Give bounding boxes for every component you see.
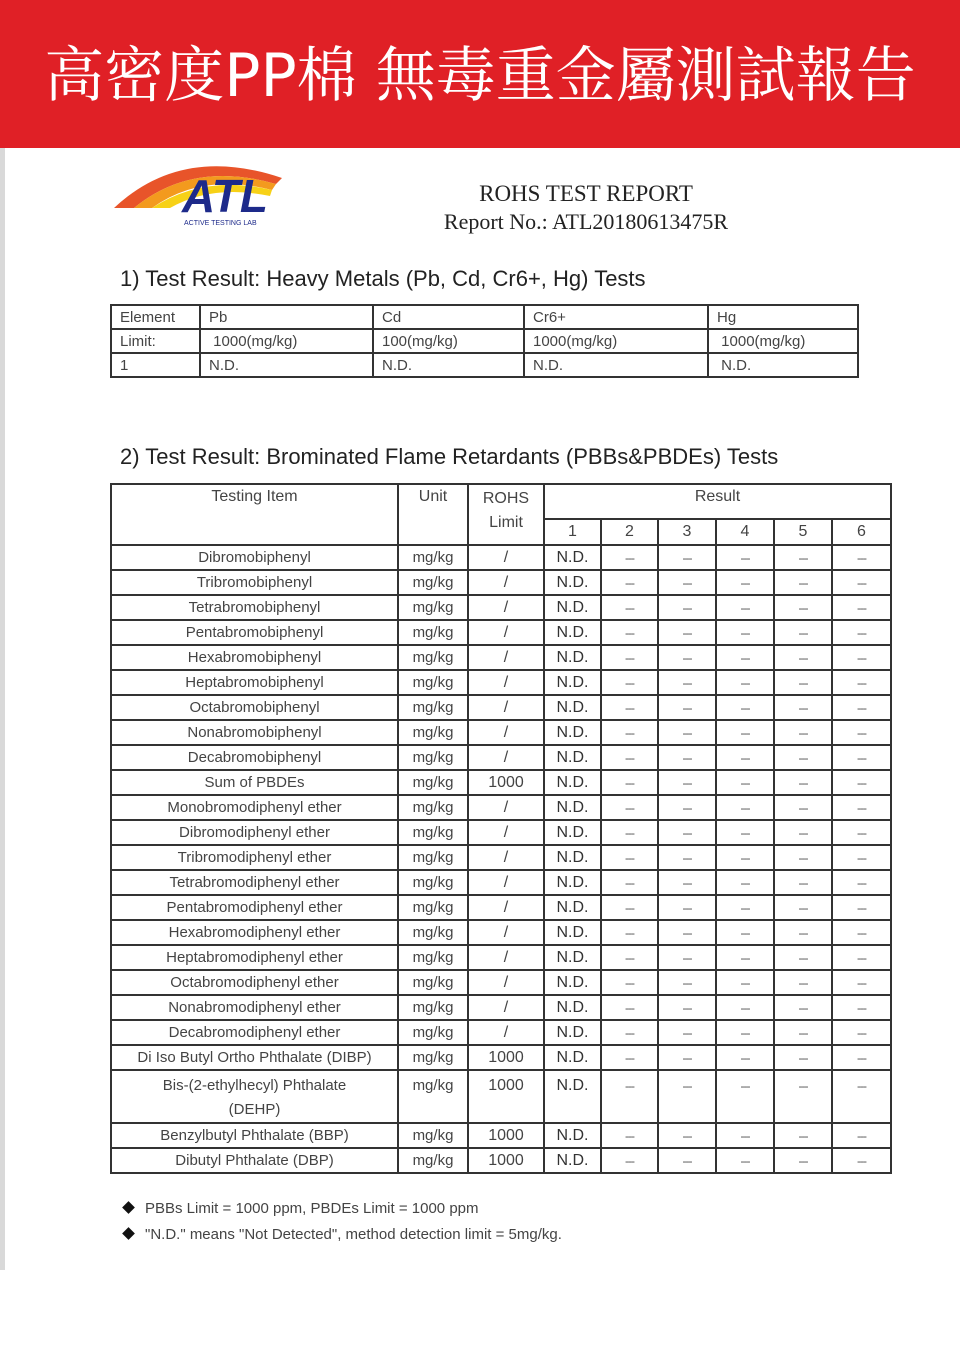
result-cell: ---	[658, 1148, 716, 1173]
result-cell: ---	[601, 545, 658, 570]
result-cell: ---	[601, 645, 658, 670]
result-cell: ---	[601, 695, 658, 720]
result-cell: N.D.	[544, 545, 601, 570]
result-cell: N.D.	[544, 895, 601, 920]
result-cell: ---	[658, 795, 716, 820]
testing-item-cell: Decabromodiphenyl ether	[111, 1020, 398, 1045]
testing-item-cell: Pentabromobiphenyl	[111, 620, 398, 645]
result-cell: ---	[658, 820, 716, 845]
result-cell: ---	[774, 1020, 832, 1045]
result-cell: ---	[658, 695, 716, 720]
result-cell: ---	[658, 1123, 716, 1148]
unit-cell: mg/kg	[398, 920, 468, 945]
result-cell: ---	[658, 620, 716, 645]
result-cell: N.D.	[544, 995, 601, 1020]
testing-item-line: (DEHP)	[228, 1101, 281, 1118]
result-cell: ---	[716, 620, 774, 645]
result-cell: ---	[716, 645, 774, 670]
result-cell: ---	[774, 695, 832, 720]
testing-item-cell	[111, 1070, 398, 1123]
rohs-limit-cell: /	[468, 545, 544, 570]
result-cell: ---	[716, 1070, 774, 1123]
result-cell: ---	[658, 845, 716, 870]
result-cell: ---	[716, 720, 774, 745]
result-cell: ---	[832, 745, 891, 770]
testing-item-cell: Hexabromodiphenyl ether	[111, 920, 398, 945]
table-row	[111, 1045, 891, 1070]
result-cell: ---	[601, 895, 658, 920]
header-result-col: 1	[544, 519, 601, 545]
unit-cell: mg/kg	[398, 570, 468, 595]
notes	[120, 1197, 562, 1249]
result-cell: ---	[658, 595, 716, 620]
result-cell: ---	[832, 570, 891, 595]
testing-item-cell: Octabromobiphenyl	[111, 695, 398, 720]
header-result-col: 4	[716, 519, 774, 545]
metal-cell: Pb	[200, 305, 373, 329]
result-cell: ---	[832, 970, 891, 995]
flame-retardants-table	[110, 483, 892, 1174]
result-cell: ---	[716, 995, 774, 1020]
result-cell: N.D.	[544, 1070, 601, 1123]
result-cell: ---	[601, 770, 658, 795]
rohs-limit-cell: /	[468, 670, 544, 695]
result-cell: ---	[658, 745, 716, 770]
unit-cell: mg/kg	[398, 870, 468, 895]
table-row	[111, 795, 891, 820]
banner-title: 高密度PP棉 無毒重金屬測試報告	[44, 41, 916, 111]
table-row	[111, 945, 891, 970]
testing-item-cell: Nonabromobiphenyl	[111, 720, 398, 745]
result-cell: N.D.	[544, 1045, 601, 1070]
result-cell: ---	[601, 570, 658, 595]
header-rohs-limit-line1: ROHS	[482, 490, 530, 507]
result-cell: ---	[658, 570, 716, 595]
note-item	[120, 1197, 562, 1223]
metal-cell: 1000(mg/kg)	[708, 329, 858, 353]
result-cell: ---	[716, 1123, 774, 1148]
testing-item-cell: Octabromodiphenyl ether	[111, 970, 398, 995]
result-cell: ---	[716, 545, 774, 570]
unit-cell: mg/kg	[398, 745, 468, 770]
unit-cell: mg/kg	[398, 645, 468, 670]
result-cell: ---	[832, 1123, 891, 1148]
rohs-limit-cell: /	[468, 745, 544, 770]
result-cell: N.D.	[544, 820, 601, 845]
result-cell: ---	[774, 895, 832, 920]
table-row	[111, 920, 891, 945]
header-unit: Unit	[398, 484, 468, 545]
table-row	[111, 353, 858, 377]
result-cell: ---	[832, 670, 891, 695]
header-result-col: 5	[774, 519, 832, 545]
result-cell: ---	[716, 595, 774, 620]
unit-cell: mg/kg	[398, 720, 468, 745]
result-cell: N.D.	[544, 920, 601, 945]
result-cell: ---	[601, 1148, 658, 1173]
unit-cell: mg/kg	[398, 845, 468, 870]
testing-item-cell: Hexabromobiphenyl	[111, 645, 398, 670]
table-row	[111, 1123, 891, 1148]
rohs-limit-cell: /	[468, 695, 544, 720]
metal-cell: 1000(mg/kg)	[524, 329, 708, 353]
result-cell: ---	[716, 870, 774, 895]
result-cell: ---	[832, 1148, 891, 1173]
result-cell: ---	[832, 820, 891, 845]
result-cell: ---	[774, 995, 832, 1020]
header-result: Result	[544, 484, 891, 519]
result-cell: ---	[658, 920, 716, 945]
result-cell: ---	[716, 745, 774, 770]
metal-cell: 100(mg/kg)	[373, 329, 524, 353]
result-cell: ---	[774, 920, 832, 945]
rohs-limit-cell: 1000	[468, 1045, 544, 1070]
result-cell: ---	[658, 770, 716, 795]
header-result-col: 3	[658, 519, 716, 545]
result-cell: N.D.	[544, 845, 601, 870]
result-cell: N.D.	[544, 745, 601, 770]
result-cell: ---	[774, 945, 832, 970]
note-item	[120, 1223, 562, 1249]
result-cell: ---	[716, 670, 774, 695]
result-cell: ---	[601, 1123, 658, 1148]
result-cell: ---	[716, 1020, 774, 1045]
result-cell: ---	[774, 770, 832, 795]
metal-cell: N.D.	[708, 353, 858, 377]
testing-item-cell: Tetrabromodiphenyl ether	[111, 870, 398, 895]
header-rohs-limit	[468, 484, 544, 545]
result-cell: ---	[832, 845, 891, 870]
result-cell: ---	[658, 1045, 716, 1070]
unit-cell: mg/kg	[398, 1045, 468, 1070]
result-cell: ---	[832, 720, 891, 745]
result-cell: ---	[832, 695, 891, 720]
rohs-limit-cell: /	[468, 870, 544, 895]
result-cell: ---	[832, 1070, 891, 1123]
rohs-limit-cell: /	[468, 945, 544, 970]
testing-item-cell: Di Iso Butyl Ortho Phthalate (DIBP)	[111, 1045, 398, 1070]
result-cell: N.D.	[544, 720, 601, 745]
testing-item-cell: Dibromobiphenyl	[111, 545, 398, 570]
result-cell: ---	[601, 720, 658, 745]
metal-cell: Cd	[373, 305, 524, 329]
table-row	[111, 745, 891, 770]
rohs-limit-cell: /	[468, 820, 544, 845]
report-header	[400, 180, 772, 236]
rohs-limit-cell: /	[468, 845, 544, 870]
heavy-metals-table	[110, 304, 859, 378]
rohs-limit-cell: /	[468, 720, 544, 745]
result-cell: N.D.	[544, 1148, 601, 1173]
rohs-limit-cell: /	[468, 970, 544, 995]
row-label-cell: 1	[111, 353, 200, 377]
rohs-limit-cell: /	[468, 795, 544, 820]
result-cell: ---	[774, 820, 832, 845]
result-cell: ---	[658, 895, 716, 920]
result-cell: ---	[774, 1148, 832, 1173]
result-cell: ---	[716, 920, 774, 945]
table-row	[111, 820, 891, 845]
rohs-limit-cell: /	[468, 620, 544, 645]
table-row	[111, 720, 891, 745]
logo-text: ATL	[182, 170, 269, 222]
result-cell: ---	[774, 620, 832, 645]
result-cell: ---	[658, 720, 716, 745]
row-label-cell: Element	[111, 305, 200, 329]
result-cell: ---	[601, 795, 658, 820]
result-cell: N.D.	[544, 870, 601, 895]
rohs-limit-cell: 1000	[468, 1148, 544, 1173]
diamond-bullet-icon	[122, 1227, 135, 1240]
note-text: "N.D." means "Not Detected", method detection limit = 5mg/kg.	[145, 1226, 562, 1243]
atl-logo-icon	[112, 150, 292, 230]
result-cell: N.D.	[544, 970, 601, 995]
rohs-limit-cell: /	[468, 570, 544, 595]
header-testing-item: Testing Item	[111, 484, 398, 545]
result-cell: ---	[658, 870, 716, 895]
table-row	[111, 895, 891, 920]
table-header-row	[111, 484, 891, 519]
diamond-bullet-icon	[122, 1201, 135, 1214]
result-cell: ---	[832, 795, 891, 820]
rohs-limit-cell: /	[468, 595, 544, 620]
result-cell: ---	[774, 745, 832, 770]
unit-cell: mg/kg	[398, 670, 468, 695]
result-cell: ---	[601, 845, 658, 870]
metal-cell: N.D.	[524, 353, 708, 377]
result-cell: ---	[832, 595, 891, 620]
rohs-limit-cell: /	[468, 895, 544, 920]
unit-cell: mg/kg	[398, 970, 468, 995]
title-banner	[0, 0, 960, 148]
table-row	[111, 670, 891, 695]
rohs-limit-cell: /	[468, 645, 544, 670]
table-row	[111, 970, 891, 995]
rohs-limit-cell: 1000	[468, 1123, 544, 1148]
result-cell: ---	[832, 645, 891, 670]
table-row	[111, 545, 891, 570]
metal-cell: Cr6+	[524, 305, 708, 329]
logo-subtext: ACTIVE TESTING LAB	[184, 220, 257, 227]
result-cell: ---	[658, 1070, 716, 1123]
result-cell: ---	[774, 1045, 832, 1070]
result-cell: ---	[774, 970, 832, 995]
section1-title: 1) Test Result: Heavy Metals (Pb, Cd, Cr6+, Hg) Tests	[120, 266, 646, 291]
result-cell: ---	[658, 670, 716, 695]
result-cell: ---	[774, 595, 832, 620]
unit-cell: mg/kg	[398, 770, 468, 795]
unit-cell: mg/kg	[398, 995, 468, 1020]
result-cell: ---	[658, 1020, 716, 1045]
header-result-col: 6	[832, 519, 891, 545]
report-title: ROHS TEST REPORT	[479, 181, 693, 206]
result-cell: ---	[774, 545, 832, 570]
table-row	[111, 845, 891, 870]
result-cell: ---	[832, 920, 891, 945]
table-row	[111, 995, 891, 1020]
result-cell: ---	[774, 670, 832, 695]
testing-item-cell: Dibromodiphenyl ether	[111, 820, 398, 845]
testing-item-cell: Monobromodiphenyl ether	[111, 795, 398, 820]
result-cell: ---	[832, 1020, 891, 1045]
testing-item-cell: Tribromobiphenyl	[111, 570, 398, 595]
result-cell: ---	[716, 795, 774, 820]
testing-item-cell: Pentabromodiphenyl ether	[111, 895, 398, 920]
rohs-limit-cell: /	[468, 1020, 544, 1045]
row-label-cell: Limit:	[111, 329, 200, 353]
testing-item-cell: Tribromodiphenyl ether	[111, 845, 398, 870]
result-cell: ---	[774, 645, 832, 670]
testing-item-cell: Decabromobiphenyl	[111, 745, 398, 770]
result-cell: N.D.	[544, 645, 601, 670]
result-cell: ---	[601, 820, 658, 845]
note-text: PBBs Limit = 1000 ppm, PBDEs Limit = 1000 ppm	[145, 1200, 479, 1217]
unit-cell: mg/kg	[398, 695, 468, 720]
result-cell: ---	[832, 770, 891, 795]
table-row	[111, 620, 891, 645]
result-cell: ---	[832, 895, 891, 920]
result-cell: ---	[716, 1045, 774, 1070]
metal-cell: N.D.	[373, 353, 524, 377]
result-cell: N.D.	[544, 945, 601, 970]
result-cell: ---	[601, 1045, 658, 1070]
result-cell: ---	[774, 1123, 832, 1148]
testing-item-cell: Dibutyl Phthalate (DBP)	[111, 1148, 398, 1173]
unit-cell: mg/kg	[398, 545, 468, 570]
rohs-limit-cell: /	[468, 920, 544, 945]
result-cell: ---	[601, 920, 658, 945]
result-cell: ---	[601, 1070, 658, 1123]
result-cell: ---	[832, 995, 891, 1020]
result-cell: ---	[774, 870, 832, 895]
result-cell: ---	[716, 695, 774, 720]
result-cell: ---	[832, 1045, 891, 1070]
unit-cell: mg/kg	[398, 1123, 468, 1148]
table-row	[111, 695, 891, 720]
result-cell: ---	[601, 1020, 658, 1045]
testing-item-cell: Benzylbutyl Phthalate (BBP)	[111, 1123, 398, 1148]
page-left-edge	[0, 148, 5, 1270]
result-cell: ---	[774, 1070, 832, 1123]
rohs-limit-cell: 1000	[468, 1070, 544, 1123]
rohs-limit-cell: /	[468, 995, 544, 1020]
result-cell: ---	[601, 995, 658, 1020]
result-cell: ---	[601, 670, 658, 695]
testing-item-line: Bis-(2-ethylhecyl) Phthalate	[162, 1077, 347, 1094]
atl-logo	[112, 150, 292, 230]
result-cell: N.D.	[544, 570, 601, 595]
result-cell: ---	[774, 795, 832, 820]
table-row	[111, 770, 891, 795]
result-cell: N.D.	[544, 1020, 601, 1045]
result-cell: ---	[832, 870, 891, 895]
table-row	[111, 305, 858, 329]
section2-title: 2) Test Result: Brominated Flame Retardants (PBBs&PBDEs) Tests	[120, 444, 779, 469]
testing-item-cell: Nonabromodiphenyl ether	[111, 995, 398, 1020]
result-cell: ---	[658, 970, 716, 995]
result-cell: ---	[832, 945, 891, 970]
metal-cell: N.D.	[200, 353, 373, 377]
result-cell: ---	[658, 545, 716, 570]
result-cell: ---	[658, 945, 716, 970]
header-rohs-limit-line2: Limit	[489, 514, 523, 531]
result-cell: ---	[601, 870, 658, 895]
table-row	[111, 1148, 891, 1173]
table-row	[111, 329, 858, 353]
result-cell: ---	[716, 945, 774, 970]
result-cell: ---	[716, 770, 774, 795]
result-cell: ---	[774, 845, 832, 870]
result-cell: ---	[716, 845, 774, 870]
report-number: Report No.: ATL20180613475R	[443, 209, 729, 234]
result-cell: ---	[716, 820, 774, 845]
metal-cell: 1000(mg/kg)	[200, 329, 373, 353]
unit-cell: mg/kg	[398, 795, 468, 820]
result-cell: N.D.	[544, 595, 601, 620]
result-cell: N.D.	[544, 795, 601, 820]
unit-cell: mg/kg	[398, 895, 468, 920]
result-cell: ---	[601, 595, 658, 620]
result-cell: N.D.	[544, 670, 601, 695]
result-cell: ---	[601, 970, 658, 995]
unit-cell: mg/kg	[398, 820, 468, 845]
testing-item-cell: Tetrabromobiphenyl	[111, 595, 398, 620]
result-cell: ---	[601, 945, 658, 970]
result-cell: N.D.	[544, 620, 601, 645]
result-cell: ---	[658, 645, 716, 670]
result-cell: ---	[716, 895, 774, 920]
result-cell: N.D.	[544, 770, 601, 795]
result-cell: ---	[774, 720, 832, 745]
result-cell: N.D.	[544, 695, 601, 720]
result-cell: ---	[601, 745, 658, 770]
table-row	[111, 645, 891, 670]
result-cell: ---	[716, 1148, 774, 1173]
testing-item-cell: Sum of PBDEs	[111, 770, 398, 795]
testing-item-cell: Heptabromobiphenyl	[111, 670, 398, 695]
table-row	[111, 870, 891, 895]
unit-cell: mg/kg	[398, 1070, 468, 1123]
rohs-limit-cell: 1000	[468, 770, 544, 795]
result-cell: N.D.	[544, 1123, 601, 1148]
table-row	[111, 595, 891, 620]
result-cell: ---	[774, 570, 832, 595]
result-cell: ---	[716, 570, 774, 595]
unit-cell: mg/kg	[398, 620, 468, 645]
unit-cell: mg/kg	[398, 595, 468, 620]
result-cell: ---	[832, 545, 891, 570]
table-row	[111, 570, 891, 595]
unit-cell: mg/kg	[398, 1148, 468, 1173]
table-row	[111, 1070, 891, 1123]
result-cell: ---	[601, 620, 658, 645]
testing-item-cell: Heptabromodiphenyl ether	[111, 945, 398, 970]
result-cell: ---	[658, 995, 716, 1020]
result-cell: ---	[832, 620, 891, 645]
header-result-col: 2	[601, 519, 658, 545]
unit-cell: mg/kg	[398, 945, 468, 970]
result-cell: ---	[716, 970, 774, 995]
metal-cell: Hg	[708, 305, 858, 329]
table-row	[111, 1020, 891, 1045]
unit-cell: mg/kg	[398, 1020, 468, 1045]
